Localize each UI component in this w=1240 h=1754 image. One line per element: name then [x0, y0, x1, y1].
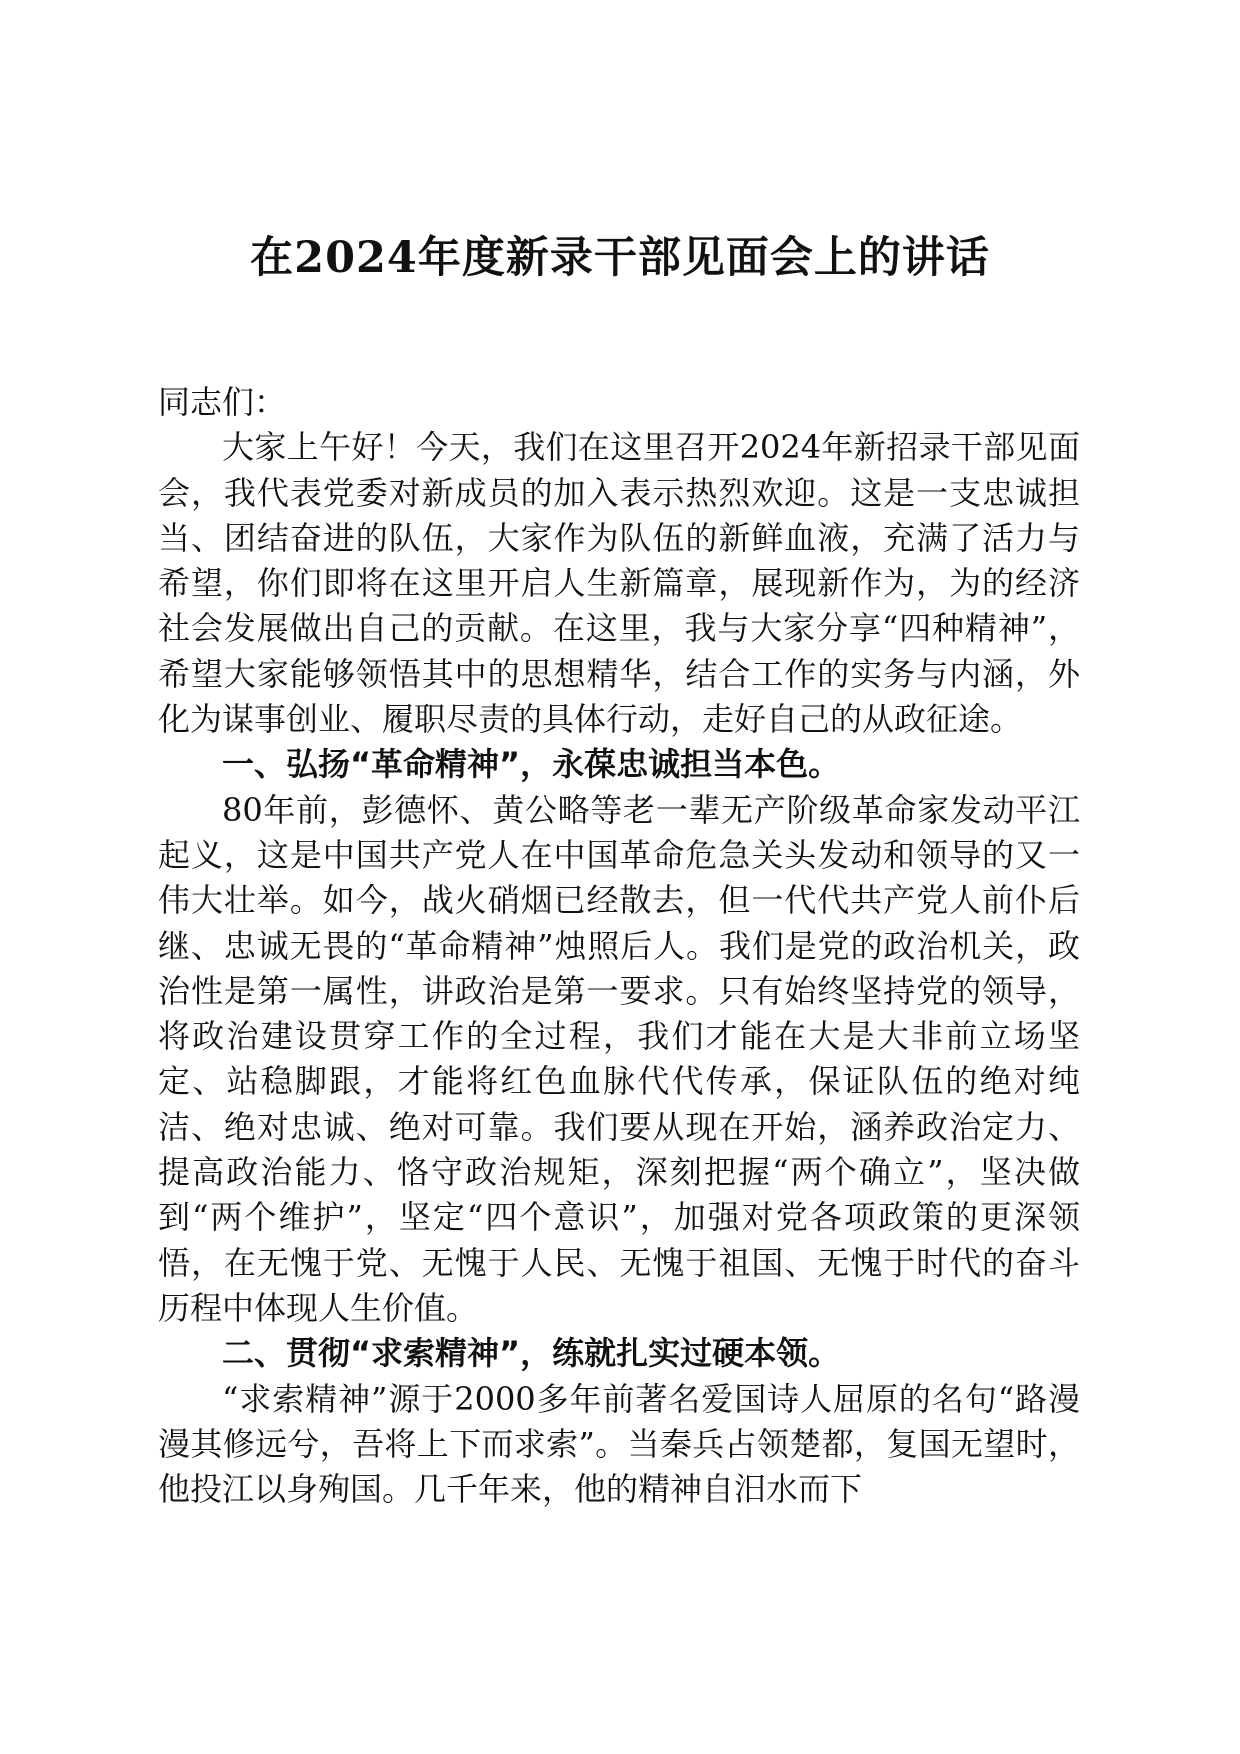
document-title: 在2024年度新录干部见面会上的讲话 [250, 233, 990, 283]
document-body [158, 380, 1080, 1512]
section-heading-1: 一、弘扬“革命精神”，永葆忠诚担当本色。 [222, 745, 841, 784]
salutation: 同志们： [158, 383, 287, 421]
paragraph-section-2: “求索精神”源于2000多年前著名爱国诗人屈原的名句“路漫漫其修远兮，吾将上下而求索”。当秦兵占领楚都，复国无望时，他投江以身殉国。几千年来，他的精神自汨水而下 [158, 1379, 1080, 1509]
paragraph-intro: 大家上午好！今天，我们在这里召开2024年新招录干部见面会，我代表党委对新成员的加入表示热烈欢迎。这是一支忠诚担当、团结奋进的队伍，大家作为队伍的新鲜血液，充满了活力与希望，你们即将在这里开启人生新篇章，展现新作为，为的经济社会发展做出自己的贡献。在这里，我与大家分享“四种精神”，希望大家能够领悟其中的思想精华，结合工作的实务与内涵，外化为谋事创业、履职尽责的具体行动，走好自己的从政征途。 [158, 428, 1080, 739]
section-heading-2: 二、贯彻“求索精神”，练就扎实过硬本领。 [222, 1334, 841, 1373]
paragraph-section-1: 80年前，彭德怀、黄公略等老一辈无产阶级革命家发动平江起义，这是中国共产党人在中国革命危急关头发动和领导的又一伟大壮举。如今，战火硝烟已经散去，但一代代共产党人前仆后继、忠诚无畏的“革命精神”烛照后人。我们是党的政治机关，政治性是第一属性，讲政治是第一要求。只有始终坚持党的领导，将政治建设贯穿工作的全过程，我们才能在大是大非前立场坚定、站稳脚跟，才能将红色血脉代代传承，保证队伍的绝对纯洁、绝对忠诚、绝对可靠。我们要从现在开始，涵养政治定力、提高政治能力、恪守政治规矩，深刻把握“两个确立”，坚决做到“两个维护”，坚定“四个意识”，加强对党各项政策的更深领悟，在无愧于党、无愧于人民、无愧于祖国、无愧于时代的奋斗历程中体现人生价值。 [158, 790, 1080, 1327]
